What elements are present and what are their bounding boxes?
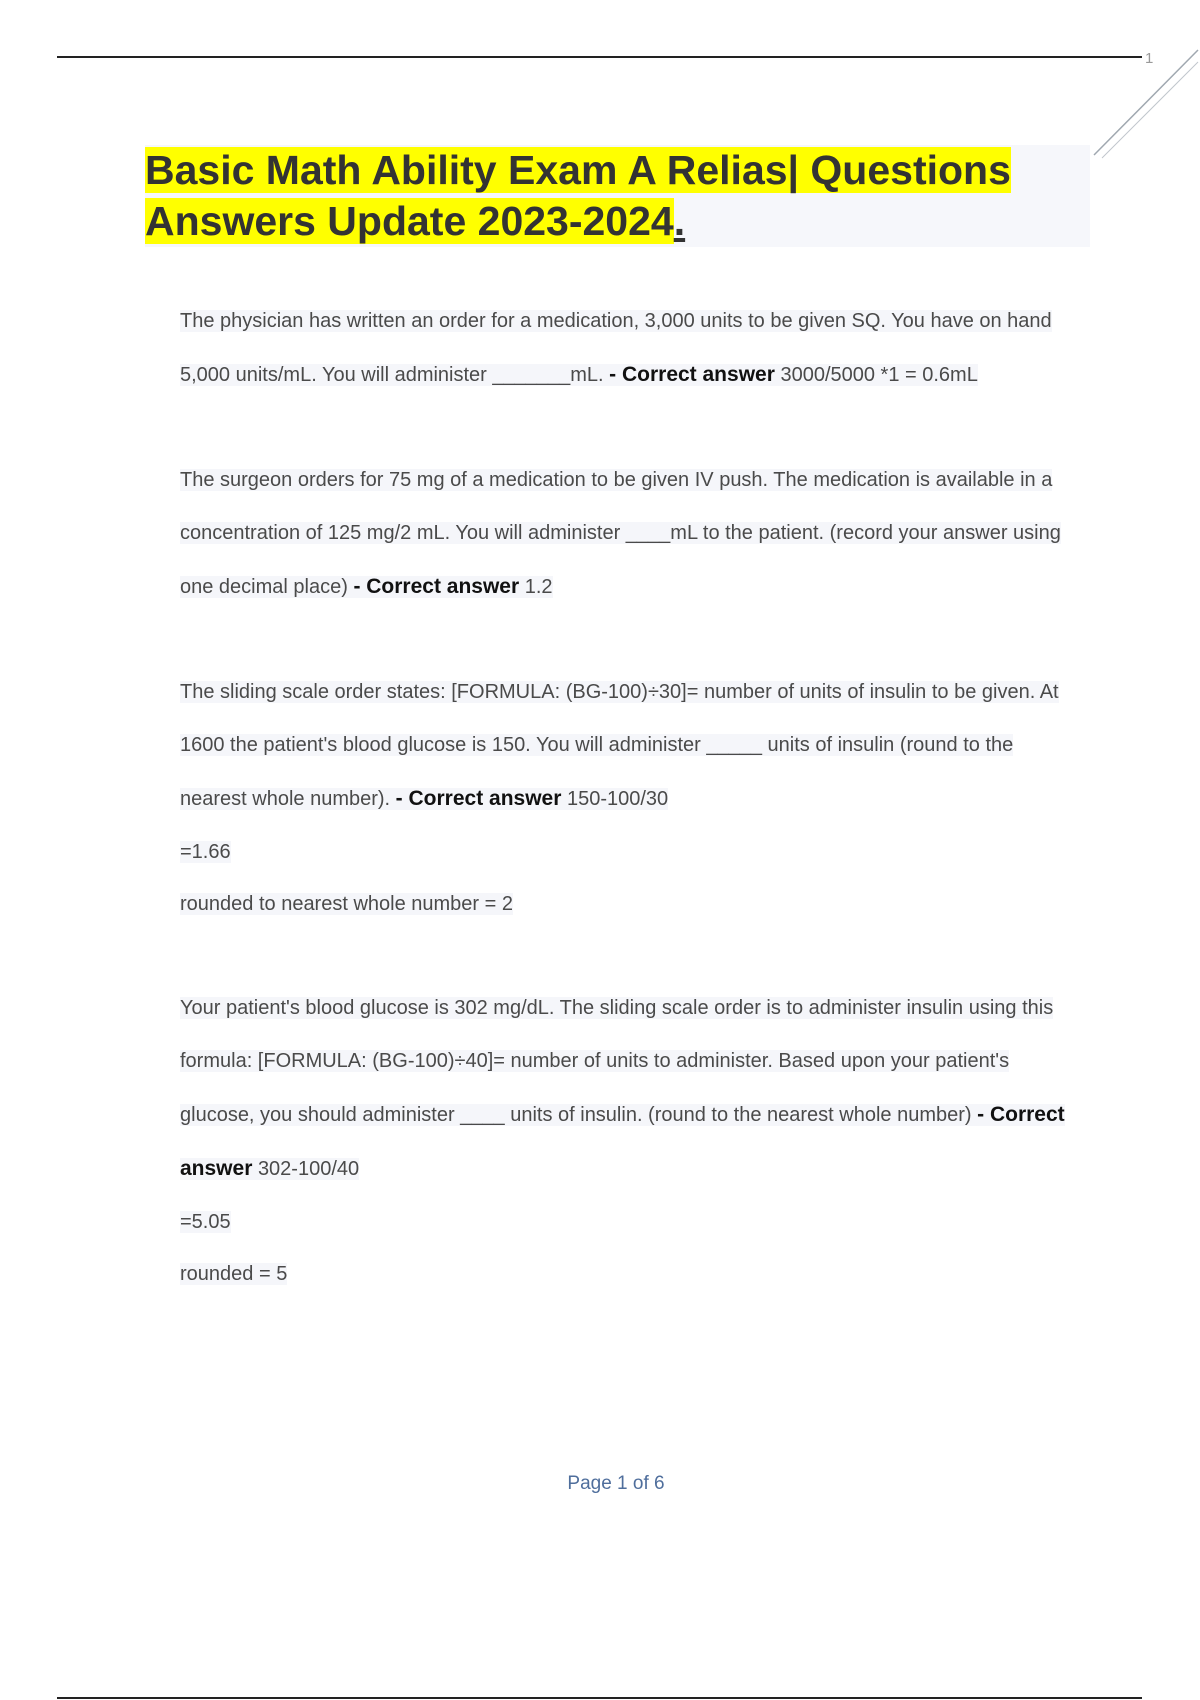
- answer-text: 150-100/30: [566, 788, 669, 810]
- answer-text: 1.2: [524, 576, 553, 598]
- corner-decoration: [1080, 40, 1200, 170]
- title-period: .: [673, 198, 686, 244]
- question-text: Your patient's blood glucose is 302 mg/dL. The sliding scale order is to administer insulin using this formula: [FORMULA: (BG-100)÷40]= number of units to administer. Based upon your patient's glucose, you should administer ____ units of insulin. (round to the nearest whole number): [180, 997, 1054, 1126]
- footer-rule: [57, 1697, 1142, 1699]
- question-paragraph: [180, 295, 1080, 402]
- answer-label: - Correct answer: [395, 787, 562, 810]
- title-block: [145, 145, 1090, 247]
- question-paragraph: [180, 982, 1080, 1196]
- answer-working-line: =1.66: [180, 841, 231, 863]
- header-rule: [57, 56, 1142, 58]
- question-list: [180, 295, 1080, 1352]
- question-item: [180, 454, 1080, 614]
- question-paragraph: [180, 454, 1080, 614]
- answer-text: 3000/5000 *1 = 0.6mL: [780, 364, 978, 386]
- answer-working-line: =5.05: [180, 1211, 231, 1233]
- answer-label: - Correct answer: [609, 363, 775, 386]
- question-item: [180, 666, 1080, 930]
- question-paragraph: [180, 666, 1080, 826]
- footer-page-number: Page 1 of 6: [567, 1473, 665, 1494]
- title-highlighted-text: Basic Math Ability Exam A Relias| Questions Answers Update 2023-2024: [145, 147, 1011, 244]
- question-text: The surgeon orders for 75 mg of a medication to be given IV push. The medication is available in a concentration of 125 mg/2 mL. You will administer ____mL to the patient. (record your answer using one decimal place): [180, 469, 1061, 598]
- answer-working-line: rounded to nearest whole number = 2: [180, 893, 513, 915]
- answer-working-line: rounded = 5: [180, 1263, 288, 1285]
- answer-label: - Correct answer: [353, 575, 520, 598]
- question-text: The sliding scale order states: [FORMULA: (BG-100)÷30]= number of units of insulin to be given. At 1600 the patient's blood glucose is 150. You will administer _____ units of insulin (round to the nearest whole number).: [180, 681, 1059, 810]
- header-page-number: 1: [1145, 50, 1154, 67]
- answer-label: - Correct answer: [180, 1103, 1065, 1180]
- question-item: [180, 982, 1080, 1300]
- question-item: [180, 295, 1080, 402]
- document-title: [145, 145, 1090, 247]
- answer-text: 302-100/40: [257, 1158, 360, 1180]
- question-text: The physician has written an order for a medication, 3,000 units to be given SQ. You have on hand 5,000 units/mL. You will administer _______mL.: [180, 310, 1052, 386]
